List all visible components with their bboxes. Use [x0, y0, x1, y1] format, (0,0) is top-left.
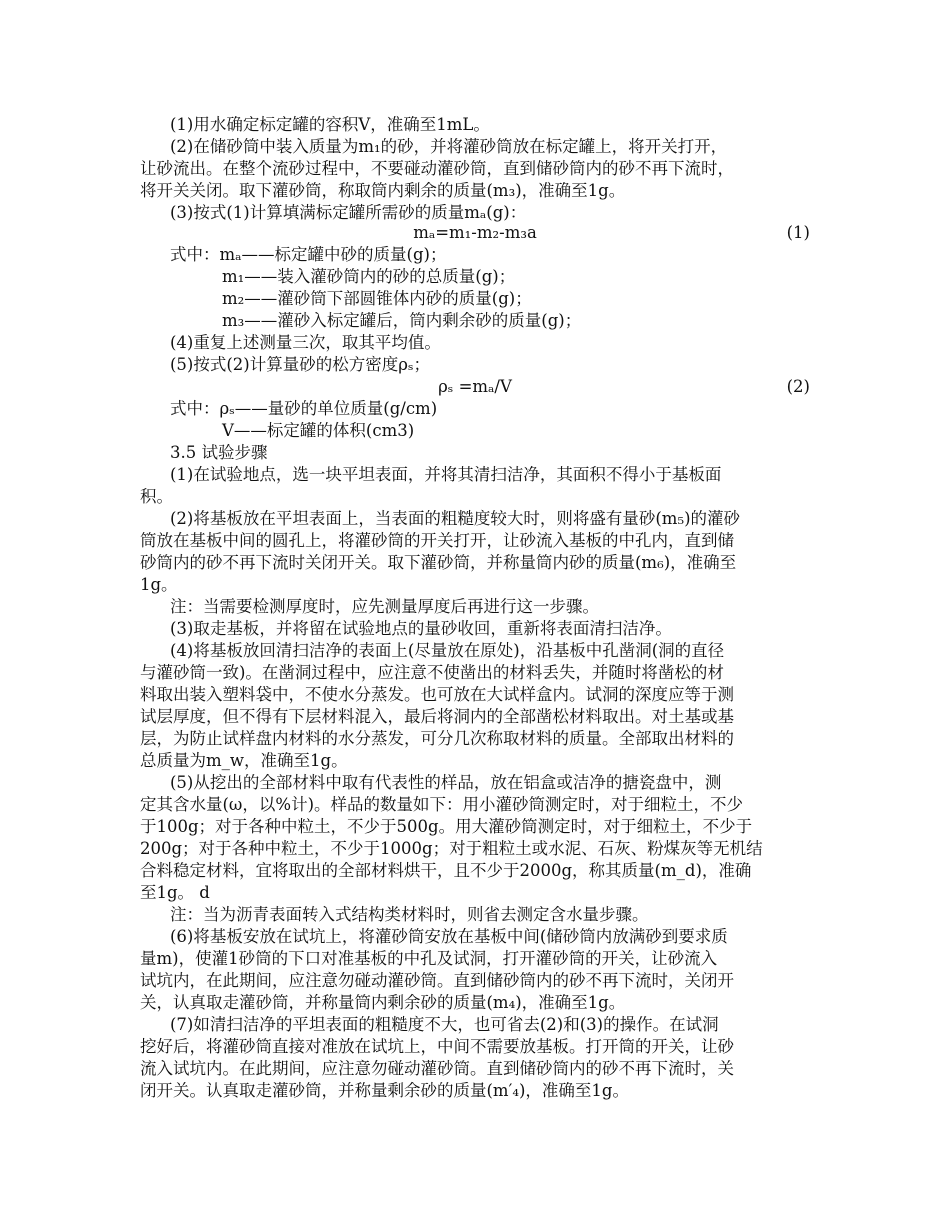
equation-number: (2) — [786, 377, 810, 396]
definition-line: V——标定罐的体积(cm3) — [222, 421, 415, 440]
paragraph-line: 与灌砂筒一致)。在凿洞过程中，应注意不使凿出的材料丢失，并随时将凿松的材 — [140, 663, 724, 682]
equation-1: mₐ=m₁-m₂-m₃a — [413, 223, 537, 242]
paragraph-line: 合料稳定材料，宜将取出的全部材料烘干，且不少于2000g，称其质量(m_d)，准确 — [140, 861, 752, 880]
paragraph-line: 料取出装入塑料袋中，不使水分蒸发。也可放在大试样盒内。试洞的深度应等于测 — [140, 685, 734, 704]
paragraph-line: 1g。 — [140, 575, 178, 594]
definition-line: 式中：ρₛ——量砂的单位质量(g/cm) — [170, 399, 438, 418]
paragraph-line: 至1g。 d — [140, 883, 210, 902]
paragraph-line: 总质量为m_w，准确至1g。 — [140, 751, 348, 770]
paragraph-line: 让砂流出。在整个流砂过程中，不要碰动灌砂筒，直到储砂筒内的砂不再下流时， — [140, 159, 734, 178]
paragraph-line: (4)将基板放回清扫洁净的表面上(尽量放在原处)，沿基板中孔凿洞(洞的直径 — [170, 641, 725, 660]
note-line: 注：当为沥青表面转入式结构类材料时，则省去测定含水量步骤。 — [170, 905, 649, 924]
paragraph-line: (3)取走基板，并将留在试验地点的量砂收回，重新将表面清扫洁净。 — [170, 619, 672, 638]
paragraph-line: 试坑内，在此期间，应注意勿碰动灌砂筒。直到储砂筒内的砂不再下流时，关闭开 — [140, 971, 734, 990]
paragraph-line: (4)重复上述测量三次，取其平均值。 — [170, 333, 441, 352]
paragraph-line: (2)在储砂筒中装入质量为m₁的砂，并将灌砂筒放在标定罐上，将开关打开， — [170, 137, 728, 156]
paragraph-line: (6)将基板安放在试坑上，将灌砂筒安放在基板中间(储砂筒内放满砂到要求质 — [170, 927, 728, 946]
paragraph-line: 积。 — [140, 487, 173, 506]
paragraph-line: 关，认真取走灌砂筒，并称量筒内剩余砂的质量(m₄)，准确至1g。 — [140, 993, 626, 1012]
definition-line: m₂——灌砂筒下部圆锥体内砂的质量(g)； — [222, 289, 532, 308]
paragraph-line: 流入试坑内。在此期间，应注意勿碰动灌砂筒。直到储砂筒内的砂不再下流时，关 — [140, 1059, 734, 1078]
paragraph-line: (1)用水确定标定罐的容积V，准确至1mL。 — [170, 115, 490, 134]
paragraph-line: 闭开关。认真取走灌砂筒，并称量剩余砂的质量(m′₄)，准确至1g。 — [140, 1081, 629, 1100]
paragraph-line: 量m)，使灌1砂筒的下口对准基板的中孔及试洞，打开灌砂筒的开关，让砂流入 — [140, 949, 718, 968]
definition-line: m₃——灌砂入标定罐后，筒内剩余砂的质量(g)； — [222, 311, 582, 330]
paragraph-line: 砂筒内的砂不再下流时关闭开关。取下灌砂筒，并称量筒内砂的质量(m₆)，准确至 — [140, 553, 737, 572]
paragraph-line: (7)如清扫洁净的平坦表面的粗糙度不大，也可省去(2)和(3)的操作。在试洞 — [170, 1015, 719, 1034]
definition-line: 式中：mₐ——标定罐中砂的质量(g)； — [170, 245, 447, 264]
paragraph-line: 筒放在基板中间的圆孔上，将灌砂筒的开关打开，让砂流入基板的中孔内，直到储 — [140, 531, 734, 550]
paragraph-line: 200g；对于各种中粒土，不少于1000g；对于粗粒土或水泥、石灰、粉煤灰等无机结 — [140, 839, 763, 858]
paragraph-line: (5)按式(2)计算量砂的松方密度ρₛ； — [170, 355, 431, 374]
paragraph-line: 层，为防止试样盘内材料的水分蒸发，可分几次称取材料的质量。全部取出材料的 — [140, 729, 734, 748]
paragraph-line: (1)在试验地点，选一块平坦表面，并将其清扫洁净，其面积不得小于基板面 — [170, 465, 722, 484]
equation-2: ρₛ =mₐ/V — [438, 377, 512, 396]
section-heading: 3.5 试验步骤 — [170, 443, 268, 462]
paragraph-line: (3)按式(1)计算填满标定罐所需砂的质量mₐ(g)： — [170, 203, 527, 222]
paragraph-line: 将开关关闭。取下灌砂筒，称取筒内剩余的质量(m₃)，准确至1g。 — [140, 181, 626, 200]
paragraph-line: 定其含水量(ω，以%计)。样品的数量如下：用小灌砂筒测定时，对于细粒土，不少 — [140, 795, 744, 814]
definition-line: m₁——装入灌砂筒内的砂的总质量(g)； — [222, 267, 516, 286]
paragraph-line: (2)将基板放在平坦表面上，当表面的粗糙度较大时，则将盛有量砂(m₅)的灌砂 — [170, 509, 741, 528]
note-line: 注：当需要检测厚度时，应先测量厚度后再进行这一步骤。 — [170, 597, 599, 616]
equation-number: (1) — [786, 223, 810, 242]
paragraph-line: 试层厚度，但不得有下层材料混入，最后将洞内的全部凿松材料取出。对土基或基 — [140, 707, 734, 726]
paragraph-line: 挖好后，将灌砂筒直接对准放在试坑上，中间不需要放基板。打开筒的开关，让砂 — [140, 1037, 734, 1056]
paragraph-line: (5)从挖出的全部材料中取有代表性的样品，放在铝盒或洁净的搪瓷盘中，测 — [170, 773, 722, 792]
paragraph-line: 于100g；对于各种中粒土，不少于500g。用大灌砂筒测定时，对于细粒土，不少于 — [140, 817, 753, 836]
